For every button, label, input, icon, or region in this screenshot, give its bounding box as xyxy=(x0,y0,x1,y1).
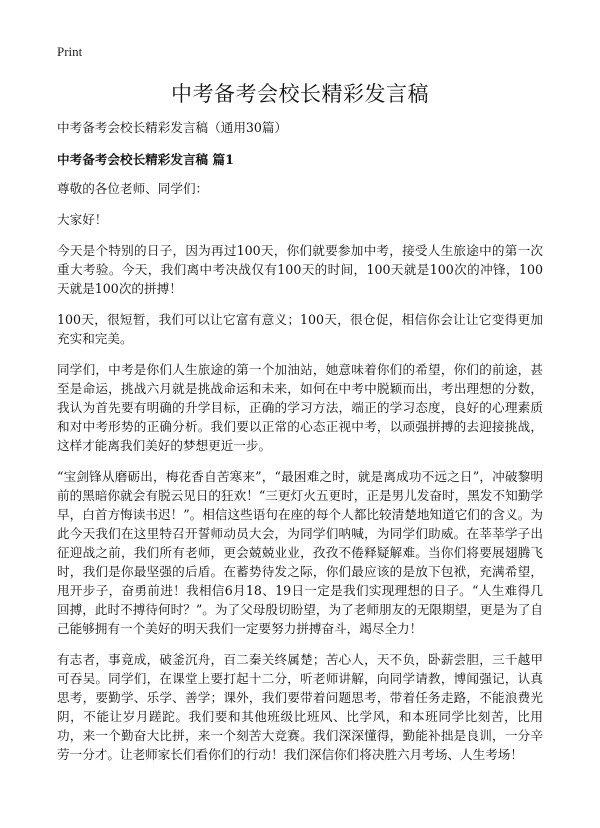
paragraph-greeting: 大家好！ xyxy=(57,212,108,227)
paragraph-1: 今天是个特别的日子，因为再过100天，你们就要参加中考，接受人生旅途中的第一次重大考验。今天，我们离中考决战仅有100天的时间，100天就是100次的冲锋，100天就是100次的拼搏！ xyxy=(57,243,543,296)
paragraph-salutation: 尊敬的各位老师、同学们： xyxy=(57,181,209,196)
document-body xyxy=(57,118,543,776)
section-heading: 中考备考会校长精彩发言稿 篇1 xyxy=(57,152,234,167)
paragraph-3: 同学们，中考是你们人生旅途的第一个加油站，她意味着你们的希望，你们的前途，甚至是命运，挑战六月就是挑战命运和未来，如何在中考中脱颖而出，考出理想的分数，我认为首先要有明确的升学目标，正确的学习方法，端正的学习态度，良好的心理素质和对中考形势的正确分析。我们要以正常的心态正视中考，以顽强拼搏的去迎接挑战，这样才能离我们美好的梦想更近一步。 xyxy=(57,362,543,453)
paragraph-2: 100天，很短暂，我们可以让它富有意义；100天，很仓促，相信你会让让它变得更加充实和完美。 xyxy=(57,312,543,346)
paragraph-5: 有志者，事竟成，破釜沉舟，百二秦关终属楚；苦心人，天不负，卧薪尝胆，三千越甲可吞吴。同学们，在课堂上要打起十二分，听老师讲解，向同学请教，博闻强记，认真思考，要勤学、乐学、善学；课外，我们要带着问题思考，带着任务走路，不能浪费光阴，不能让岁月蹉跎。我们要和其他班级比班风、比学风，和本班同学比刻苦，比用功，来一个勤奋大比拼，来一个刻苦大竞赛。我们深深懂得，勤能补拙是良训，一分辛劳一分才。让老师家长们看你们的行动！我们深信你们将决胜六月考场、人生考场！ xyxy=(57,652,543,762)
document-subtitle: 中考备考会校长精彩发言稿（通用30篇） xyxy=(57,120,288,135)
paragraph-4: “宝剑锋从磨砺出，梅花香自苦寒来”，“最困难之时，就是离成功不远之日”，冲破黎明前的黑暗你就会有脱云见日的狂欢！“三更灯火五更时，正是男儿发奋时，黑发不知勤学早，白首方悔读书迟！”。相信这些语句在座的每个人都比较清楚地知道它们的含义。为此今天我们在这里特召开誓师动员大会，为同学们呐喊，为同学们助威。在莘莘学子出征迎战之前，我们所有老师，更会兢兢业业，孜孜不倦释疑解难。当你们将要展翅腾飞时，我们是你最坚强的后盾。在蓄势待发之际，你们最应该的是放下包袱，充满希望，甩开步子，奋勇前进！我相信6月18、19日一定是我们实现理想的日子。“人生难得几回搏，此时不搏待何时？”。为了父母殷切盼望，为了老师朋友的无限期望，更是为了自己能够拥有一个美好的明天我们一定要努力拼搏奋斗，竭尽全力！ xyxy=(57,469,543,636)
print-link[interactable]: Print xyxy=(57,44,83,59)
page-title: 中考备考会校长精彩发言稿 xyxy=(171,82,429,106)
